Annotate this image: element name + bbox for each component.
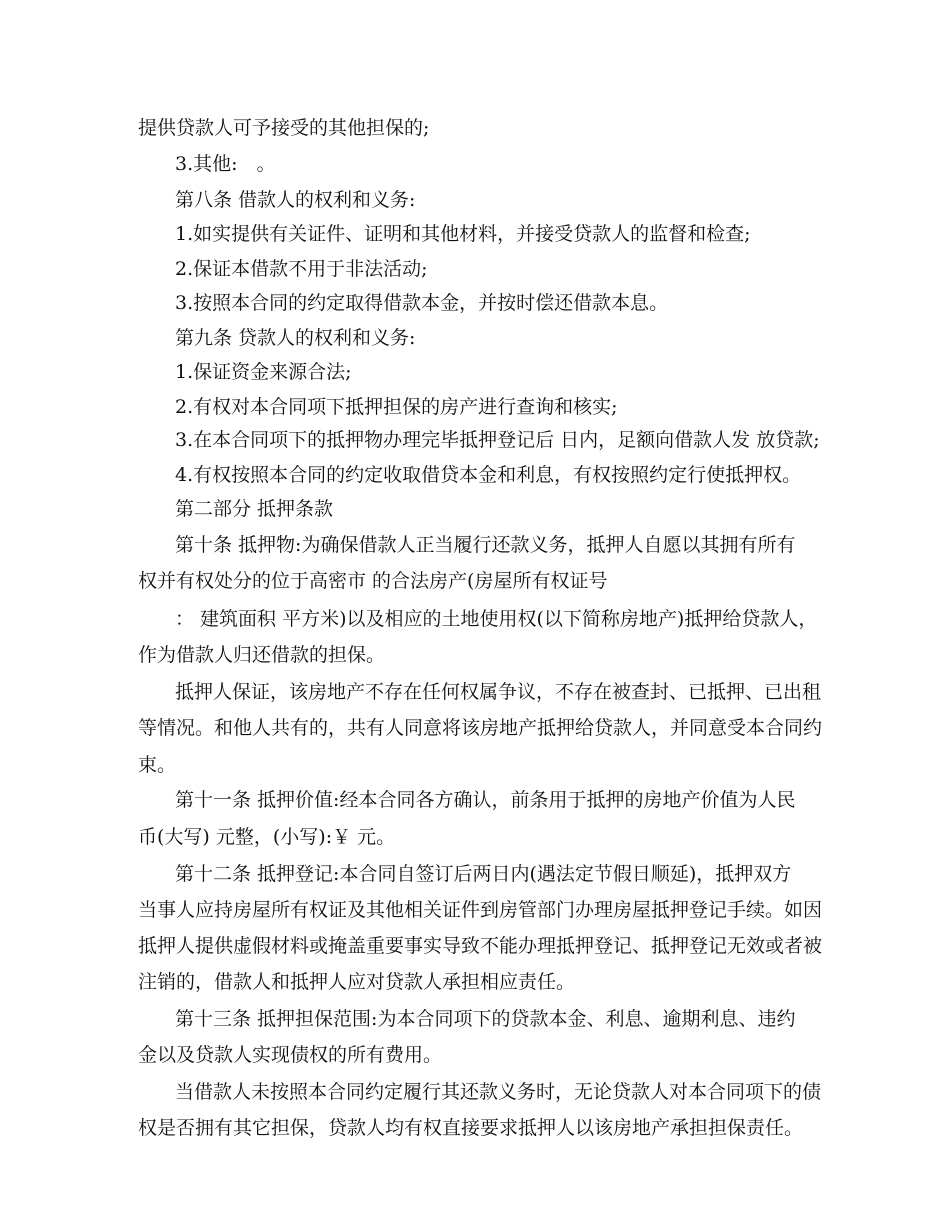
- article-heading: 第九条 贷款人的权利和义务:: [175, 327, 416, 349]
- text-line: 等情况。和他人共有的，共有人同意将该房地产抵押给贷款人，并同意受本合同约: [138, 717, 823, 739]
- text-line: 抵押人保证，该房地产不存在任何权属争议，不存在被查封、已抵押、已出租: [175, 681, 822, 703]
- text-line: 第十二条 抵押登记:本合同自签订后两日内(遇法定节假日顺延)，抵押双方: [175, 863, 792, 885]
- text-line: 币(大写) 元整，(小写):￥ 元。: [138, 826, 396, 848]
- text-line: 2.有权对本合同项下抵押担保的房产进行查询和核实;: [175, 396, 618, 418]
- text-line: 第十一条 抵押价值:经本合同各方确认，前条用于抵押的房地产价值为人民: [175, 789, 796, 811]
- text-line: 第十三条 抵押担保范围:为本合同项下的贷款本金、利息、逾期利息、违约: [175, 1008, 796, 1030]
- text-line: 3.在本合同项下的抵押物办理完毕抵押登记后 日内，足额向借款人发 放贷款;: [175, 429, 820, 451]
- text-line: 第十条 抵押物:为确保借款人正当履行还款义务，抵押人自愿以其拥有所有: [175, 534, 796, 556]
- text-line: 作为借款人归还借款的担保。: [138, 644, 386, 666]
- text-line: 注销的，借款人和抵押人应对贷款人承担相应责任。: [138, 971, 576, 993]
- section-heading: 第二部分 抵押条款: [175, 498, 334, 520]
- text-line: 2.保证本借款不用于非法活动;: [175, 258, 428, 280]
- article-heading: 第八条 借款人的权利和义务:: [175, 189, 416, 211]
- text-line: 权并有权处分的位于高密市 的合法房产(房屋所有权证号: [138, 570, 608, 592]
- text-line: ： 建筑面积 平方米)以及相应的土地使用权(以下简称房地产)抵押给贷款人，: [175, 608, 818, 630]
- text-line: 束。: [138, 754, 177, 776]
- text-line: 金以及贷款人实现债权的所有费用。: [138, 1044, 443, 1066]
- text-line: 1.保证资金来源合法;: [175, 361, 352, 383]
- text-line: 权是否拥有其它担保，贷款人均有权直接要求抵押人以该房地产承担担保责任。: [138, 1117, 804, 1139]
- text-line: 抵押人提供虚假材料或掩盖重要事实导致不能办理抵押登记、抵押登记无效或者被: [138, 935, 823, 957]
- text-line: 3.其他: 。: [175, 153, 276, 175]
- text-line: 当事人应持房屋所有权证及其他相关证件到房管部门办理房屋抵押登记手续。如因: [138, 899, 823, 921]
- text-line: 4.有权按照本合同的约定收取借贷本金和利息，有权按照约定行使抵押权。: [175, 464, 802, 486]
- text-line: 3.按照本合同的约定取得借款本金，并按时偿还借款本息。: [175, 292, 669, 314]
- text-line: 提供贷款人可予接受的其他担保的;: [138, 117, 430, 139]
- text-line: 当借款人未按照本合同约定履行其还款义务时，无论贷款人对本合同项下的债: [175, 1081, 822, 1103]
- text-line: 1.如实提供有关证件、证明和其他材料，并接受贷款人的监督和检查;: [175, 223, 751, 245]
